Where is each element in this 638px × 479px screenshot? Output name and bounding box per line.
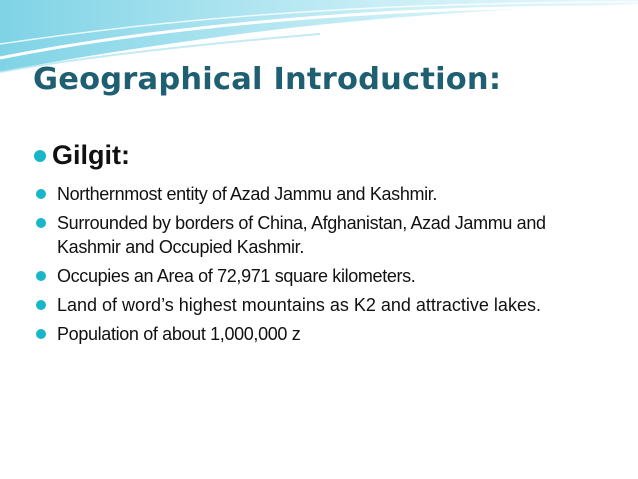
list-item bbox=[34, 293, 604, 317]
bullet-icon bbox=[36, 300, 46, 310]
list-item-text: Occupies an Area of 72,971 square kilometers. bbox=[57, 266, 416, 286]
list-item bbox=[34, 322, 604, 346]
bullet-icon bbox=[36, 271, 46, 281]
bullet-icon bbox=[36, 218, 46, 228]
bullet-list bbox=[34, 182, 604, 346]
list-item bbox=[34, 211, 604, 259]
slide-content bbox=[34, 140, 604, 351]
section-heading bbox=[34, 140, 604, 171]
list-item-text: Northernmost entity of Azad Jammu and Kashmir. bbox=[57, 184, 438, 204]
bullet-icon bbox=[34, 150, 46, 162]
bullet-icon bbox=[36, 329, 46, 339]
bullet-icon bbox=[36, 189, 46, 199]
list-item bbox=[34, 182, 604, 206]
list-item bbox=[34, 264, 604, 288]
list-item-text: Population of about 1,000,000 z bbox=[57, 324, 301, 344]
slide-title: Geographical Introduction: bbox=[33, 62, 502, 97]
list-item-text: Surrounded by borders of China, Afghanistan, Azad Jammu and Kashmir and Occupied Kashmir. bbox=[57, 213, 546, 257]
section-heading-text: Gilgit: bbox=[52, 140, 130, 170]
list-item-text: Land of word’s highest mountains as K2 and attractive lakes. bbox=[57, 295, 541, 315]
